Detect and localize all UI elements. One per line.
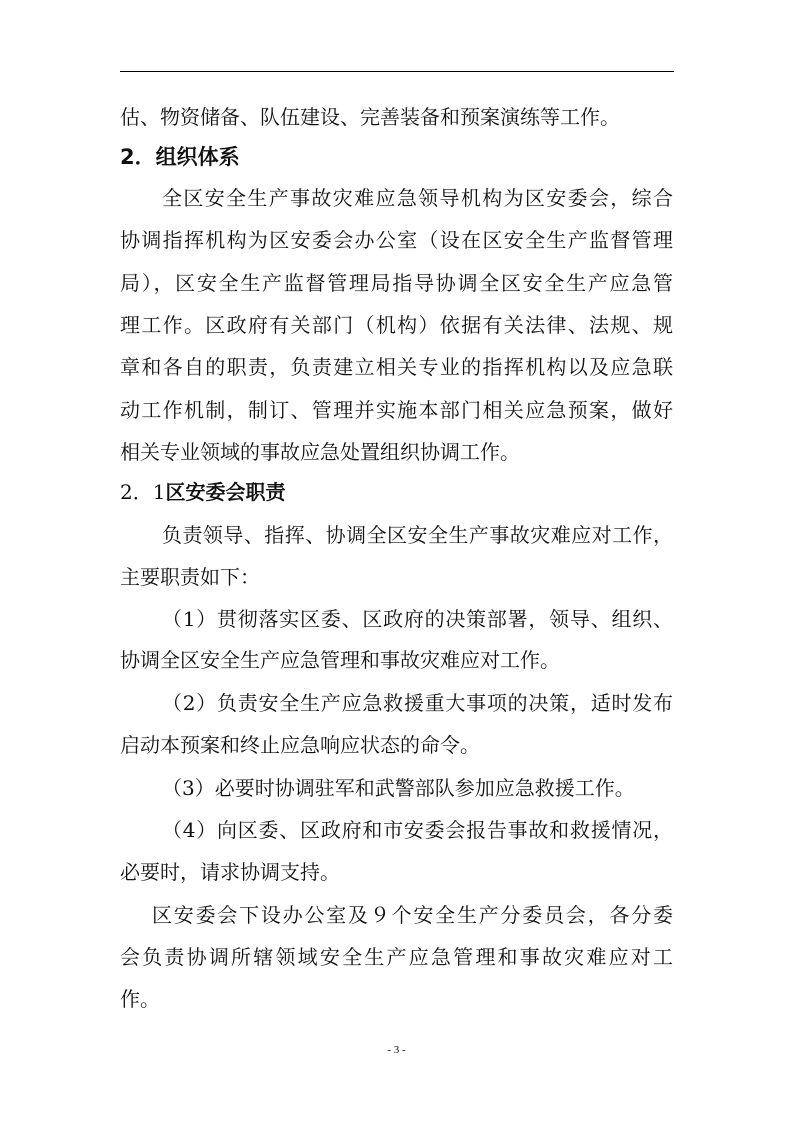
body-line: 主要职责如下： (120, 565, 260, 589)
body-line: 必要时，请求协调支持。 (120, 860, 340, 884)
body-line: 区安委会下设办公室及９个安全生产分委员会，各分委 (152, 903, 673, 927)
body-line: 作。 (120, 987, 160, 1011)
subsection-number: 2．1 (120, 480, 166, 504)
body-line: 估、物资储备、队伍建设、完善装备和预案演练等工作。 (120, 105, 620, 129)
list-item: （4）向区委、区政府和市安委会报告事故和救援情况， (162, 818, 673, 842)
body-line: 协调全区安全生产应急管理和事故灾难应对工作。 (120, 648, 560, 672)
subsection-heading (120, 479, 673, 505)
body-line: 负责领导、指挥、协调全区安全生产事故灾难应对工作， (162, 523, 673, 547)
list-item: （3）必要时协调驻军和武警部队参加应急救援工作。 (162, 776, 635, 800)
body-line: 动工作机制，制订、管理并实施本部门相关应急预案，做好 (120, 398, 673, 422)
body-line: 相关专业领域的事故应急处置组织协调工作。 (120, 440, 520, 464)
list-item: （1）贯彻落实区委、区政府的决策部署，领导、组织、 (162, 607, 673, 631)
section-heading: 2．组织体系 (120, 145, 240, 169)
body-line: 理工作。区政府有关部门（机构）依据有关法律、法规、规 (120, 313, 673, 337)
subsection-title: 区安委会职责 (165, 480, 286, 504)
body-line: 启动本预案和终止应急响应状态的命令。 (120, 733, 480, 757)
body-line: 章和各自的职责，负责建立相关专业的指挥机构以及应急联 (120, 355, 673, 379)
list-item: （2）负责安全生产应急救援重大事项的决策，适时发布 (162, 691, 673, 715)
body-line: 协调指挥机构为区安委会办公室（设在区安全生产监督管理 (120, 228, 673, 252)
header-rule (120, 71, 674, 72)
page-number: - 3 - (387, 1044, 406, 1056)
body-line: 全区安全生产事故灾难应急领导机构为区安委会，综合 (162, 186, 673, 210)
body-line: 会负责协调所辖领域安全生产应急管理和事故灾难应对工 (120, 945, 673, 969)
body-line: 局），区安全生产监督管理局指导协调全区安全生产应急管 (120, 271, 673, 295)
